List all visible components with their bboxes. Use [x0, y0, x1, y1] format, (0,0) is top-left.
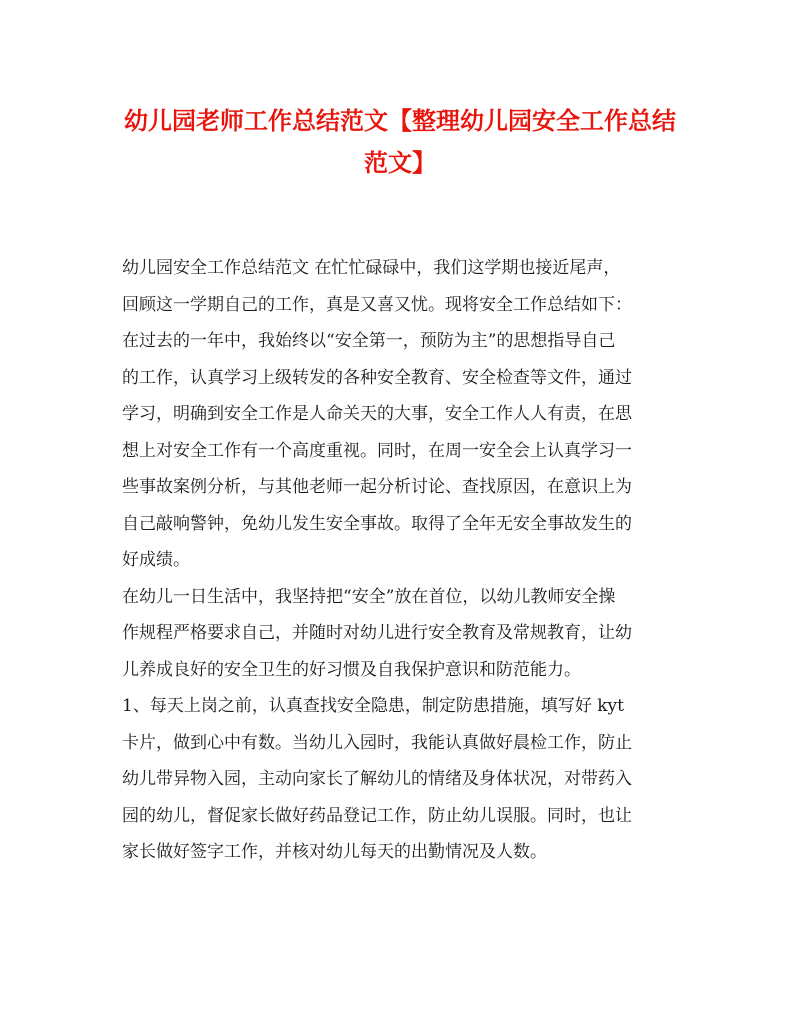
- title-line: 范文】: [364, 148, 436, 177]
- body-line: 家长做好签字工作，并核对幼儿每天的出勤情况及人数。: [122, 842, 547, 862]
- document-title: [100, 100, 700, 184]
- body-line: 园的幼儿，督促家长做好药品登记工作，防止幼儿误服。同时，也让: [122, 805, 632, 826]
- body-line: 在幼儿一日生活中，我坚持把“安全”放在首位，以幼儿教师安全操: [122, 586, 616, 607]
- body-line: 的工作，认真学习上级转发的各种安全教育、安全检查等文件，通过: [122, 367, 632, 388]
- body-line: 卡片，做到心中有数。当幼儿入园时，我能认真做好晨检工作，防止: [122, 732, 632, 753]
- body-line: 想上对安全工作有一个高度重视。同时，在周一安全会上认真学习一: [122, 440, 632, 461]
- body-line: 1、每天上岗之前，认真查找安全隐患，制定防患措施，填写好 kyt: [122, 696, 624, 716]
- title-line: 幼儿园老师工作总结范文【整理幼儿园安全工作总结: [124, 106, 676, 135]
- document-body: [122, 250, 678, 871]
- body-line: 回顾这一学期自己的工作，真是又喜又忧。现将安全工作总结如下：: [122, 294, 632, 315]
- body-line: 幼儿园安全工作总结范文 在忙忙碌碌中，我们这学期也接近尾声，: [122, 258, 621, 278]
- body-line: 幼儿带异物入园，主动向家长了解幼儿的情绪及身体状况，对带药入: [122, 769, 632, 789]
- body-line: 好成绩。: [122, 550, 190, 570]
- body-line: 学习，明确到安全工作是人命关天的大事，安全工作人人有责，在思: [122, 404, 632, 424]
- body-line: 自己敲响警钟，免幼儿发生安全事故。取得了全年无安全事故发生的: [122, 513, 632, 534]
- body-line: 作规程严格要求自己，并随时对幼儿进行安全教育及常规教育，让幼: [122, 623, 632, 643]
- body-line: 些事故案例分析，与其他老师一起分析讨论、查找原因，在意识上为: [122, 477, 632, 497]
- body-line: 在过去的一年中，我始终以“安全第一，预防为主”的思想指导自己: [122, 331, 616, 351]
- body-line: 儿养成良好的安全卫生的好习惯及自我保护意识和防范能力。: [122, 659, 581, 680]
